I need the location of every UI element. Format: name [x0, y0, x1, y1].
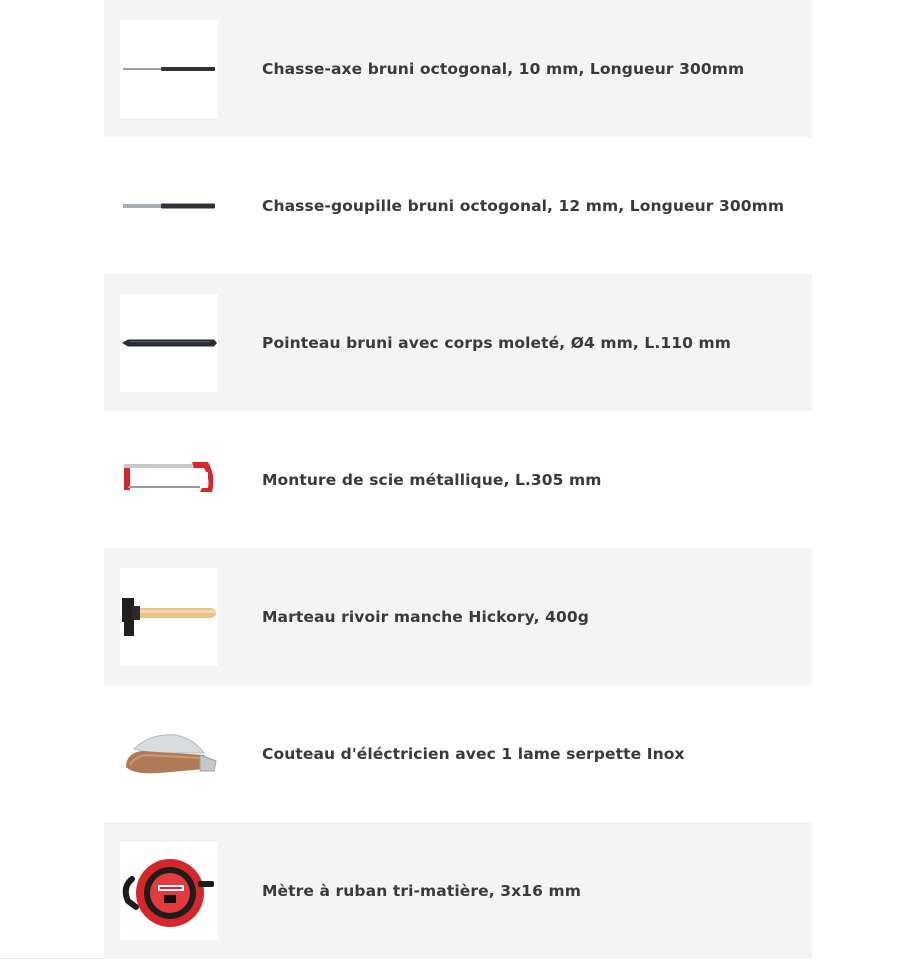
product-row[interactable]: [104, 685, 812, 822]
product-thumbnail[interactable]: [120, 20, 218, 118]
product-row[interactable]: [104, 548, 812, 685]
product-row[interactable]: [104, 0, 812, 137]
product-list: [104, 0, 812, 959]
product-name[interactable]: Mètre à ruban tri-matière, 3x16 mm: [262, 881, 581, 900]
product-thumbnail[interactable]: [120, 568, 218, 666]
product-name[interactable]: Chasse-goupille bruni octogonal, 12 mm, Longueur 300mm: [262, 196, 785, 215]
product-thumbnail[interactable]: [120, 431, 218, 529]
drift-punch-icon: [121, 196, 217, 216]
product-row[interactable]: [104, 274, 812, 411]
product-row[interactable]: [104, 411, 812, 548]
divider: [0, 958, 104, 959]
product-thumbnail[interactable]: [120, 294, 218, 392]
hammer-icon: [120, 592, 218, 642]
product-row[interactable]: [104, 822, 812, 959]
knife-icon: [120, 731, 218, 777]
product-name[interactable]: Monture de scie métallique, L.305 mm: [262, 470, 602, 489]
hacksaw-icon: [120, 458, 218, 502]
tape-measure-icon: [120, 851, 218, 931]
product-row[interactable]: [104, 137, 812, 274]
center-punch-icon: [120, 333, 218, 353]
product-name[interactable]: Couteau d'éléctricien avec 1 lame serpette Inox: [262, 744, 685, 763]
product-thumbnail[interactable]: [120, 157, 218, 255]
product-thumbnail[interactable]: [120, 842, 218, 940]
product-name[interactable]: Pointeau bruni avec corps moleté, Ø4 mm, L.110 mm: [262, 333, 732, 352]
product-thumbnail[interactable]: [120, 705, 218, 803]
product-name[interactable]: Marteau rivoir manche Hickory, 400g: [262, 607, 589, 626]
product-name[interactable]: Chasse-axe bruni octogonal, 10 mm, Longueur 300mm: [262, 59, 745, 78]
pin-punch-icon: [121, 59, 217, 79]
